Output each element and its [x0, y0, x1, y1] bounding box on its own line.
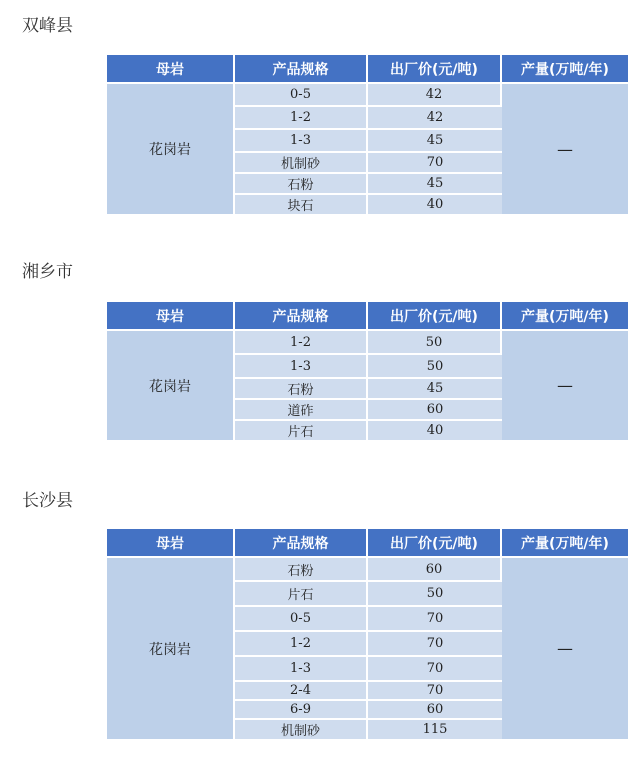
- spec-cell: 1-2: [235, 630, 368, 655]
- spec-cell: 0-5: [235, 82, 368, 105]
- header-rock: 母岩: [107, 529, 235, 556]
- spec-cell: 1-3: [235, 353, 368, 377]
- spec-cell: 石粉: [235, 172, 368, 193]
- table-row: [107, 329, 628, 353]
- rock-cell: 花岗岩: [107, 556, 235, 739]
- header-price: 出厂价(元/吨): [368, 302, 502, 329]
- spec-cell: 片石: [235, 419, 368, 440]
- spec-cell: 6-9: [235, 699, 368, 718]
- header-output: 产量(万吨/年): [502, 55, 628, 82]
- output-cell: —: [502, 329, 628, 440]
- spec-cell: 1-2: [235, 329, 368, 353]
- price-cell: 40: [368, 419, 502, 440]
- header-output: 产量(万吨/年): [502, 529, 628, 556]
- table-header-row: [107, 55, 628, 82]
- spec-cell: 机制砂: [235, 718, 368, 739]
- spec-cell: 0-5: [235, 605, 368, 630]
- section-title-xiangxiang: 湘乡市: [22, 262, 73, 282]
- header-price: 出厂价(元/吨): [368, 55, 502, 82]
- spec-cell: 1-2: [235, 105, 368, 128]
- header-rock: 母岩: [107, 55, 235, 82]
- spec-cell: 1-3: [235, 128, 368, 151]
- price-cell: 45: [368, 377, 502, 398]
- spec-cell: 石粉: [235, 556, 368, 580]
- spec-cell: 1-3: [235, 655, 368, 680]
- section-title-shuangfeng: 双峰县: [22, 16, 73, 36]
- spec-cell: 石粉: [235, 377, 368, 398]
- price-cell: 42: [368, 82, 502, 105]
- price-cell: 40: [368, 193, 502, 214]
- price-cell: 50: [368, 329, 502, 353]
- rock-cell: 花岗岩: [107, 82, 235, 214]
- price-cell: 70: [368, 680, 502, 699]
- spec-cell: 块石: [235, 193, 368, 214]
- table-header-row: [107, 302, 628, 329]
- rock-cell: 花岗岩: [107, 329, 235, 440]
- header-spec: 产品规格: [235, 529, 368, 556]
- price-cell: 70: [368, 655, 502, 680]
- price-cell: 50: [368, 353, 502, 377]
- header-rock: 母岩: [107, 302, 235, 329]
- spec-cell: 2-4: [235, 680, 368, 699]
- header-spec: 产品规格: [235, 55, 368, 82]
- price-cell: 60: [368, 699, 502, 718]
- spec-cell: 道砟: [235, 398, 368, 419]
- spec-cell: 机制砂: [235, 151, 368, 172]
- price-table-xiangxiang: [107, 302, 628, 440]
- header-spec: 产品规格: [235, 302, 368, 329]
- price-cell: 45: [368, 128, 502, 151]
- table-row: [107, 82, 628, 105]
- price-cell: 50: [368, 580, 502, 605]
- price-cell: 70: [368, 151, 502, 172]
- price-cell: 115: [368, 718, 502, 739]
- table-header-row: [107, 529, 628, 556]
- output-cell: —: [502, 556, 628, 739]
- price-table-shuangfeng: [107, 55, 628, 214]
- price-cell: 42: [368, 105, 502, 128]
- header-output: 产量(万吨/年): [502, 302, 628, 329]
- spec-cell: 片石: [235, 580, 368, 605]
- output-cell: —: [502, 82, 628, 214]
- header-price: 出厂价(元/吨): [368, 529, 502, 556]
- price-table-changsha: [107, 529, 628, 739]
- price-cell: 45: [368, 172, 502, 193]
- price-cell: 60: [368, 556, 502, 580]
- price-cell: 70: [368, 605, 502, 630]
- section-title-changsha: 长沙县: [22, 491, 73, 511]
- table-row: [107, 556, 628, 580]
- price-cell: 60: [368, 398, 502, 419]
- price-cell: 70: [368, 630, 502, 655]
